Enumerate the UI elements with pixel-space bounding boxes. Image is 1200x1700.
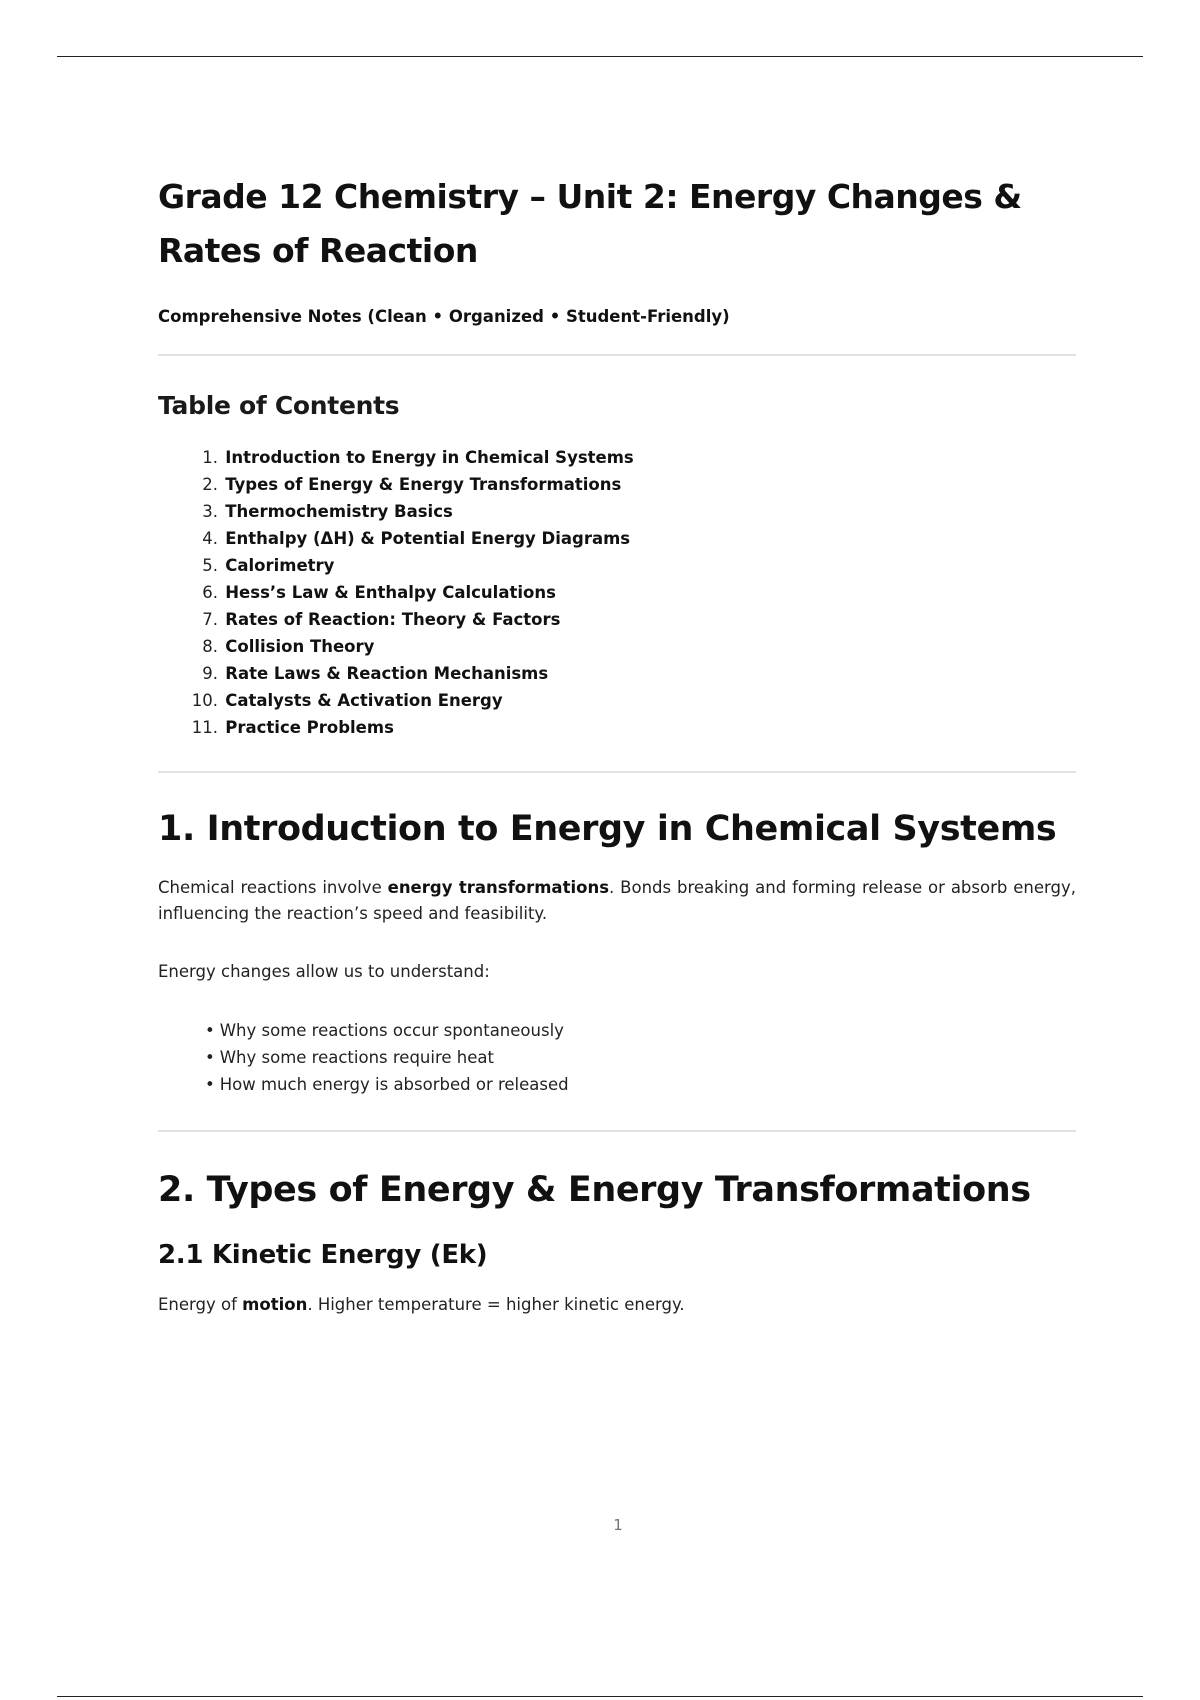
divider <box>158 771 1076 773</box>
toc-item-label[interactable]: Collision Theory <box>225 637 375 656</box>
toc-item[interactable] <box>158 660 1076 687</box>
toc-item-number: 11. <box>191 718 218 737</box>
toc-item-label[interactable]: Thermochemistry Basics <box>225 502 453 521</box>
bullet-marker: • <box>205 1075 215 1094</box>
bold-term: energy transformations <box>387 878 610 897</box>
divider <box>158 1130 1076 1132</box>
toc-item-number: 10. <box>191 691 218 710</box>
toc-item-label[interactable]: Catalysts & Activation Energy <box>225 691 503 710</box>
bold-term: motion <box>242 1295 308 1314</box>
bullet-marker: • <box>205 1021 215 1040</box>
toc-item[interactable] <box>158 552 1076 579</box>
bullet-marker: • <box>205 1048 215 1067</box>
toc-item-number: 6. <box>202 583 218 602</box>
toc-item[interactable] <box>158 714 1076 741</box>
toc-list <box>158 444 1076 741</box>
list-item <box>205 1044 1076 1071</box>
text-run: . Bonds breaking and forming release or absorb energy, influencing the reaction’s speed and feasibility. <box>158 878 1076 923</box>
toc-item[interactable] <box>158 444 1076 471</box>
page-bottom-rule <box>57 1696 1143 1697</box>
toc-item[interactable] <box>158 633 1076 660</box>
section-heading: 2. Types of Energy & Energy Transformations <box>158 1170 1031 1210</box>
list-item-text: Why some reactions require heat <box>219 1048 494 1067</box>
paragraph <box>158 875 1076 927</box>
toc-item-label[interactable]: Rate Laws & Reaction Mechanisms <box>225 664 549 683</box>
toc-item-label[interactable]: Introduction to Energy in Chemical Systems <box>225 448 634 467</box>
section-heading: 1. Introduction to Energy in Chemical Systems <box>158 809 1057 849</box>
toc-item-number: 4. <box>202 529 218 548</box>
toc-item-label[interactable]: Rates of Reaction: Theory & Factors <box>225 610 561 629</box>
bullet-list <box>158 1017 1076 1098</box>
paragraph <box>158 1292 1076 1318</box>
text-run: Energy of <box>158 1295 243 1314</box>
toc-item-number: 5. <box>202 556 218 575</box>
toc-item-label[interactable]: Calorimetry <box>225 556 335 575</box>
toc-item[interactable] <box>158 687 1076 714</box>
toc-item[interactable] <box>158 525 1076 552</box>
document-title: Grade 12 Chemistry – Unit 2: Energy Changes & Rates of Reaction <box>158 177 1022 270</box>
toc-item[interactable] <box>158 471 1076 498</box>
toc-item-number: 1. <box>202 448 218 467</box>
toc-item-label[interactable]: Hess’s Law & Enthalpy Calculations <box>225 583 556 602</box>
toc-item-number: 2. <box>202 475 218 494</box>
toc-item[interactable] <box>158 498 1076 525</box>
toc-item-number: 8. <box>202 637 218 656</box>
toc-item-number: 7. <box>202 610 218 629</box>
document-subtitle: Comprehensive Notes (Clean • Organized • Student-Friendly) <box>158 307 730 326</box>
text-run: Chemical reactions involve <box>158 878 388 897</box>
paragraph: Energy changes allow us to understand: <box>158 962 490 981</box>
text-run: . Higher temperature = higher kinetic energy. <box>307 1295 685 1314</box>
toc-item[interactable] <box>158 579 1076 606</box>
page-number: 1 <box>613 1516 623 1534</box>
toc-item-label[interactable]: Types of Energy & Energy Transformations <box>225 475 622 494</box>
divider <box>158 354 1076 356</box>
document-body <box>158 170 1076 1318</box>
toc-heading: Table of Contents <box>158 391 400 420</box>
list-item-text: How much energy is absorbed or released <box>219 1075 569 1094</box>
subsection-heading: 2.1 Kinetic Energy (Ek) <box>158 1240 488 1270</box>
toc-item-label[interactable]: Practice Problems <box>225 718 394 737</box>
toc-item-number: 3. <box>202 502 218 521</box>
page-top-rule <box>57 56 1143 57</box>
list-item-text: Why some reactions occur spontaneously <box>219 1021 564 1040</box>
toc-item-label[interactable]: Enthalpy (ΔH) & Potential Energy Diagrams <box>225 529 631 548</box>
list-item <box>205 1071 1076 1098</box>
list-item <box>205 1017 1076 1044</box>
toc-item[interactable] <box>158 606 1076 633</box>
toc-item-number: 9. <box>202 664 218 683</box>
